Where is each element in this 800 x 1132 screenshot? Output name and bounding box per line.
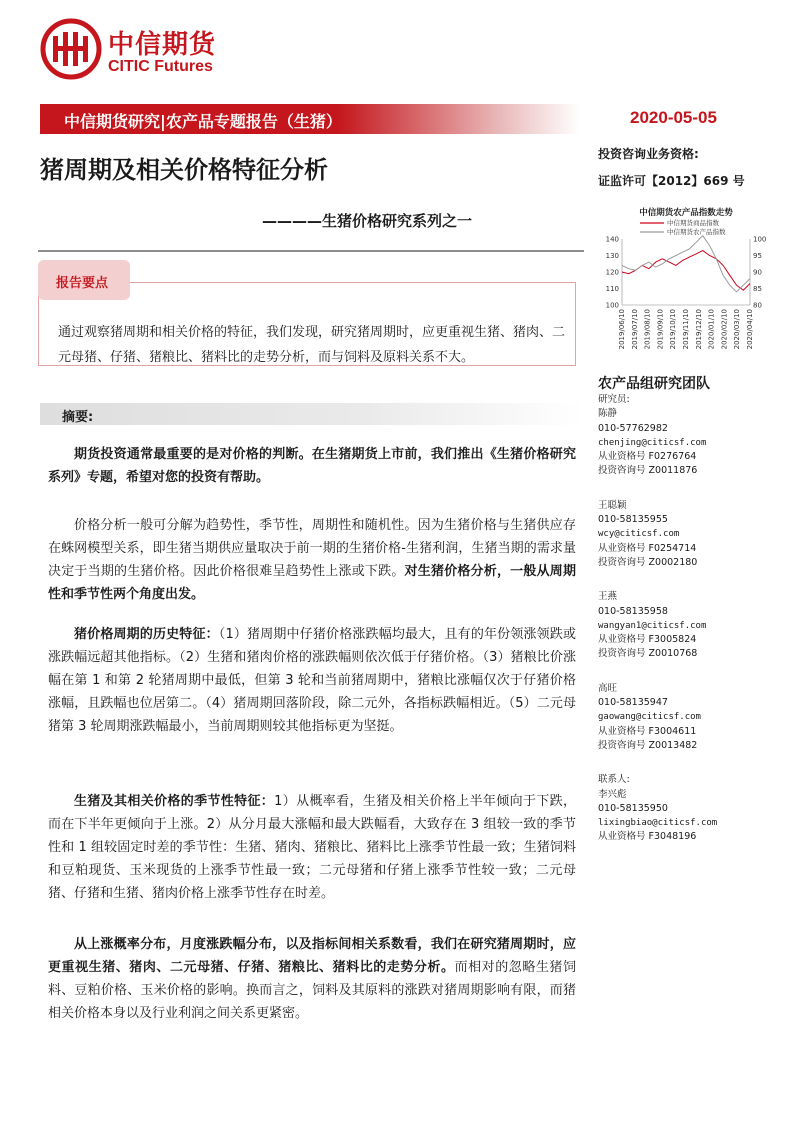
team-title: 农产品组研究团队 <box>598 376 710 392</box>
contact-cert: 从业资格号 F3048196 <box>598 831 697 843</box>
member-cert: 从业资格号 F3005824 <box>598 634 697 646</box>
paragraph-lead: 猪价格周期的历史特征： <box>74 627 219 642</box>
logo-chinese-name: 中信期货 <box>108 30 217 60</box>
member-cert: 投资咨询号 Z0011876 <box>598 465 698 477</box>
paragraph-lead: 从上涨概率分布，月度涨跌幅分布，以及指标间相关系数看，我们在研究猪周期时，应更重视生猪、猪肉、二元母猪、仔猪、猪粮比、猪料比的走势分析。 <box>48 937 576 975</box>
member-email[interactable]: chenjing@citicsf.com <box>598 437 707 448</box>
legend-label: 中信期货商品指数 <box>667 219 719 227</box>
key-points-tab <box>38 260 130 300</box>
x-tick-label: 2019/06/10 <box>618 309 626 350</box>
y-right-tick-label: 85 <box>753 285 762 293</box>
logo-english-name: CITIC Futures <box>108 58 213 75</box>
member-phone: 010-57762982 <box>598 422 668 434</box>
qualification-label: 投资咨询业务资格: <box>598 147 699 161</box>
member-cert: 投资咨询号 Z0013482 <box>598 739 698 751</box>
x-tick-label: 2019/12/10 <box>694 309 703 350</box>
x-tick-label: 2020/01/10 <box>707 309 716 350</box>
paragraph-text: 价格分析一般可分解为趋势性，季节性，周期性和随机性。因为生猪价格与生猪供应存在蛛网模型关系，即生猪当期供应量取决于前一期的生猪价格-生猪利润，生猪当期的需求量决定于当期的生猪价格。因此价格很难呈趋势性上涨或下跌。 <box>48 518 576 579</box>
x-tick-label: 2019/09/10 <box>656 309 665 350</box>
paragraph-lead: 生猪及其相关价格的季节性特征： <box>74 794 275 809</box>
divider <box>38 250 584 252</box>
member-cert: 从业资格号 F0276764 <box>598 451 697 463</box>
page-subtitle: ————生猪价格研究系列之一 <box>262 212 473 230</box>
citic-logo-icon <box>40 18 102 80</box>
x-tick-label: 2019/08/10 <box>643 309 652 350</box>
y-left-tick-label: 140 <box>605 235 619 244</box>
x-tick-label: 2020/04/10 <box>746 309 754 350</box>
paragraph-text: （1）猪周期中仔猪价格涨跌幅均最大，且有的年份领涨领跌或涨跌幅远超其他指标。（2）生猪和猪肉价格的涨跌幅则依次低于仔猪价格。（3）猪粮比价涨幅在第 1 和第 2 轮猪周期中最低，但第 3 轮和当前猪周期中，猪粮比涨幅仅次于仔猪价格涨幅，且跌幅也位居第二。（4）猪周期回落阶段，除二元外，各指标跌幅相近。（5）二元母猪第 3 轮周期涨跌幅最小，当前周期则较其他指标更为坚挺。 <box>48 627 576 734</box>
legend-label: 中信期货农产品指数 <box>667 228 726 236</box>
y-right-tick-label: 80 <box>753 301 762 310</box>
index-trend-chart <box>596 205 776 355</box>
citic-futures-logo <box>40 18 270 80</box>
contact-label: 联系人: <box>598 774 630 786</box>
abstract-header <box>40 403 584 425</box>
y-right-tick-label: 100 <box>753 235 767 244</box>
qualification-license: 证监许可【2012】669 号 <box>598 174 745 188</box>
y-left-tick-label: 130 <box>605 252 619 260</box>
member-name: 王聪颖 <box>598 499 627 511</box>
contact-phone: 010-58135950 <box>598 802 668 814</box>
member-email[interactable]: wcy@citicsf.com <box>598 529 680 540</box>
member-phone: 010-58135947 <box>598 697 668 709</box>
x-tick-label: 2019/11/10 <box>682 309 690 350</box>
abstract-paragraph-2 <box>48 514 576 606</box>
member-email[interactable]: wangyan1@citicsf.com <box>598 620 707 631</box>
report-category-banner <box>40 104 580 134</box>
paragraph-text: 1）从概率看，生猪及相关价格上半年倾向于下跌，而在下半年更倾向于上涨。2）从分月最大涨幅和最大跌幅看，大致存在 3 组较一致的季节性和 1 组较固定时差的季节性：生猪、猪肉、猪粮比、猪料比上涨季节性最一致；生猪饲料和豆粕现货、玉米现货的上涨季节性最一致；二元母猪和仔猪上涨季节性较一致；二元母猪、仔猪和生猪、猪肉价格上涨季节性存在时差。 <box>48 794 576 901</box>
series-line <box>622 251 750 291</box>
chart-svg <box>596 205 776 355</box>
member-name: 陈静 <box>598 408 618 420</box>
member-phone: 010-58135958 <box>598 605 668 617</box>
contact-email[interactable]: lixingbiao@citicsf.com <box>598 818 718 829</box>
y-left-tick-label: 120 <box>605 268 619 277</box>
x-tick-label: 2019/10/10 <box>669 309 678 350</box>
abstract-paragraph-4 <box>48 790 576 905</box>
page-title: 猪周期及相关价格特征分析 <box>40 156 328 184</box>
member-email[interactable]: gaowang@citicsf.com <box>598 712 701 723</box>
y-left-tick-label: 110 <box>605 285 619 293</box>
x-tick-label: 2020/02/10 <box>720 309 729 350</box>
team-contact-list <box>598 393 788 845</box>
y-left-tick-label: 100 <box>605 301 619 310</box>
x-tick-label: 2020/03/10 <box>733 309 742 350</box>
contact-name: 李兴彪 <box>598 788 627 800</box>
member-name: 高旺 <box>598 682 618 694</box>
member-cert: 投资咨询号 Z0010768 <box>598 648 698 660</box>
member-cert: 从业资格号 F0254714 <box>598 542 697 554</box>
abstract-paragraph-5 <box>48 933 576 1025</box>
series-line <box>622 236 750 292</box>
paragraph-text: 而相对的忽略生猪饲料、豆粕价格、玉米价格的影响。换而言之，饲料及其原料的涨跌对猪周期影响有限，而猪相关价格本身以及行业利润之间关系更紧密。 <box>48 960 576 1021</box>
abstract-paragraph-3 <box>48 623 576 738</box>
banner-text: 中信期货研究|农产品专题报告（生猪） <box>64 112 342 131</box>
key-points-label: 报告要点 <box>56 276 109 291</box>
paragraph-emphasis: 对生猪价格分析，一般从周期性和季节性两个角度出发。 <box>48 564 576 602</box>
key-points-text: 通过观察猪周期和相关价格的特征，我们发现，研究猪周期时，应更重视生猪、猪肉、二元母猪、仔猪、猪粮比、猪料比的走势分析，而与饲料及原料关系不大。 <box>58 325 566 365</box>
member-cert: 投资咨询号 Z0002180 <box>598 556 698 568</box>
report-date: 2020-05-05 <box>630 108 717 127</box>
y-right-tick-label: 90 <box>753 268 762 277</box>
abstract-label: 摘要: <box>62 410 94 425</box>
member-cert: 从业资格号 F3004611 <box>598 725 697 737</box>
member-phone: 010-58135955 <box>598 514 668 526</box>
paragraph-text: 期货投资通常最重要的是对价格的判断。在生猪期货上市前，我们推出《生猪价格研究系列》专题，希望对您的投资有帮助。 <box>48 447 576 485</box>
member-name: 王燕 <box>598 591 618 603</box>
researchers-label: 研究员: <box>598 394 630 405</box>
y-right-tick-label: 95 <box>753 252 762 260</box>
chart-title: 中信期货农产品指数走势 <box>639 208 733 218</box>
x-tick-label: 2019/07/10 <box>630 309 639 350</box>
abstract-paragraph-1 <box>48 443 576 489</box>
